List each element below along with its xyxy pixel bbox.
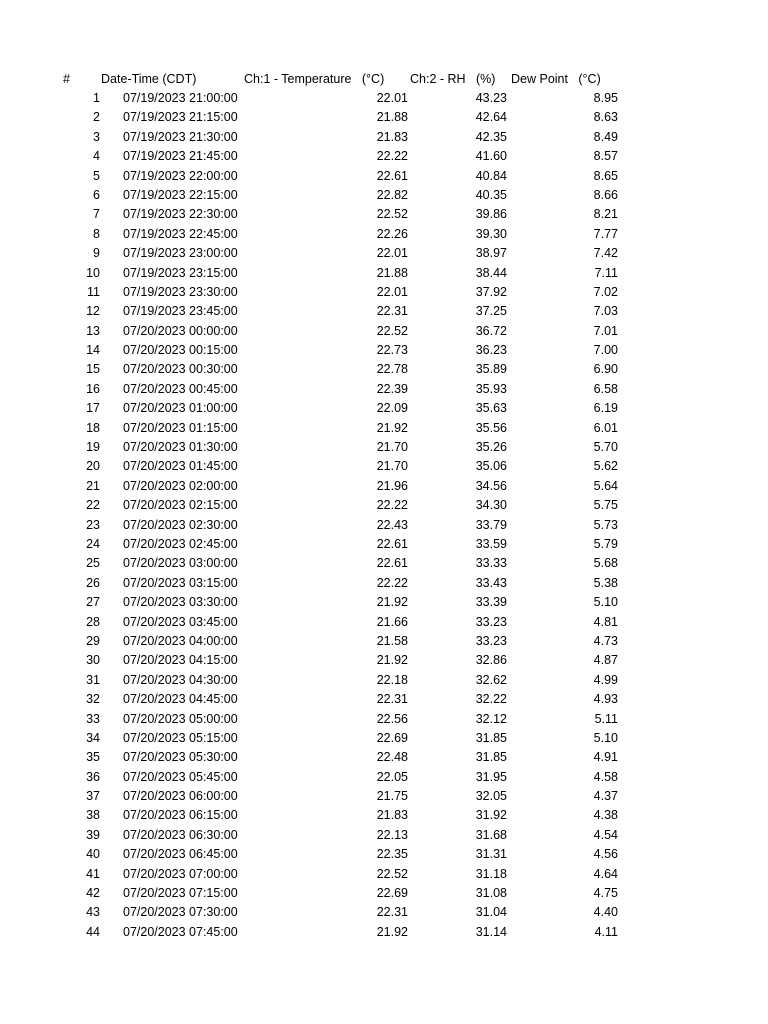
row-datetime: 07/20/2023 02:00:00 [123,478,238,493]
row-relative-humidity: 40.84 [475,168,507,183]
row-temperature: 22.31 [376,692,408,707]
row-temperature: 22.05 [376,769,408,784]
table-row [0,360,768,379]
row-datetime: 07/20/2023 02:30:00 [123,517,238,532]
row-index: 6 [93,187,100,202]
row-datetime: 07/20/2023 06:00:00 [123,789,238,804]
row-temperature: 21.66 [376,614,408,629]
row-index: 1 [93,91,100,105]
row-temperature: 22.39 [376,381,408,396]
row-datetime: 07/19/2023 22:15:00 [123,187,238,202]
row-index: 19 [86,440,100,455]
row-relative-humidity: 37.25 [475,304,507,319]
row-dew-point: 7.77 [593,226,618,241]
row-dew-point: 6.01 [593,420,618,435]
row-index: 37 [86,789,100,804]
row-datetime: 07/19/2023 22:45:00 [123,226,238,241]
row-relative-humidity: 39.30 [475,226,507,241]
row-datetime: 07/19/2023 23:00:00 [123,246,238,261]
row-datetime: 07/20/2023 04:15:00 [123,653,238,668]
row-relative-humidity: 39.86 [475,207,507,222]
row-index: 30 [86,653,100,668]
row-index: 20 [86,459,100,474]
row-dew-point: 4.56 [593,847,618,862]
row-datetime: 07/20/2023 06:45:00 [123,847,238,862]
row-relative-humidity: 37.92 [475,284,507,299]
row-temperature: 21.88 [376,110,408,125]
table-row [0,438,768,457]
row-index: 9 [93,246,100,261]
row-index: 18 [86,420,100,435]
table-row [0,865,768,884]
table-row [0,554,768,573]
row-relative-humidity: 33.23 [475,633,507,648]
row-temperature: 22.52 [376,323,408,338]
row-dew-point: 5.70 [593,440,618,455]
row-dew-point: 6.90 [593,362,618,377]
row-relative-humidity: 33.43 [475,575,507,590]
row-temperature: 22.61 [376,168,408,183]
row-dew-point: 7.02 [593,284,618,299]
row-dew-point: 4.37 [593,789,618,804]
row-relative-humidity: 34.56 [475,478,507,493]
row-dew-point: 4.40 [593,905,618,920]
row-index: 8 [93,226,100,241]
row-index: 42 [86,886,100,901]
row-temperature: 22.52 [376,207,408,222]
row-dew-point: 4.64 [593,866,618,881]
row-index: 41 [86,866,100,881]
row-dew-point: 4.75 [593,886,618,901]
row-dew-point: 5.75 [593,498,618,513]
row-relative-humidity: 33.79 [475,517,507,532]
row-datetime: 07/19/2023 23:45:00 [123,304,238,319]
table-row [0,186,768,205]
table-row [0,903,768,922]
row-temperature: 22.61 [376,556,408,571]
row-datetime: 07/20/2023 07:00:00 [123,866,238,881]
row-index: 10 [86,265,100,280]
row-datetime: 07/20/2023 02:45:00 [123,536,238,551]
row-datetime: 07/20/2023 05:15:00 [123,730,238,745]
row-temperature: 22.73 [376,343,408,358]
row-dew-point: 6.58 [593,381,618,396]
row-dew-point: 5.73 [593,517,618,532]
row-index: 22 [86,498,100,513]
row-index: 25 [86,556,100,571]
row-dew-point: 5.10 [593,730,618,745]
table-row [0,341,768,360]
row-relative-humidity: 38.97 [475,246,507,261]
header-row [0,70,768,88]
row-temperature: 21.70 [376,459,408,474]
row-relative-humidity: 31.85 [475,750,507,765]
row-temperature: 21.96 [376,478,408,493]
row-index: 16 [86,381,100,396]
header-relative-humidity: Ch:2 - RH (%) [410,72,496,86]
row-relative-humidity: 31.04 [475,905,507,920]
row-temperature: 22.22 [376,498,408,513]
row-datetime: 07/20/2023 05:00:00 [123,711,238,726]
row-index: 34 [86,730,100,745]
row-dew-point: 4.58 [593,769,618,784]
row-datetime: 07/20/2023 01:00:00 [123,401,238,416]
row-relative-humidity: 35.93 [475,381,507,396]
row-temperature: 22.48 [376,750,408,765]
row-relative-humidity: 36.23 [475,343,507,358]
row-relative-humidity: 31.08 [475,886,507,901]
table-row [0,283,768,302]
row-index: 3 [93,129,100,144]
table-row [0,671,768,690]
table-row [0,205,768,224]
row-datetime: 07/19/2023 22:30:00 [123,207,238,222]
row-dew-point: 6.19 [593,401,618,416]
row-datetime: 07/20/2023 07:30:00 [123,905,238,920]
row-temperature: 21.83 [376,129,408,144]
table-row [0,651,768,670]
table-row [0,89,768,108]
table-row [0,322,768,341]
row-index: 13 [86,323,100,338]
table-row [0,787,768,806]
row-index: 43 [86,905,100,920]
row-dew-point: 5.10 [593,595,618,610]
row-relative-humidity: 42.35 [475,129,507,144]
table-row [0,729,768,748]
row-relative-humidity: 31.85 [475,730,507,745]
row-datetime: 07/20/2023 03:00:00 [123,556,238,571]
header-temperature: Ch:1 - Temperature (°C) [244,72,385,86]
row-index: 28 [86,614,100,629]
table-row [0,574,768,593]
table-row [0,108,768,127]
row-temperature: 21.92 [376,653,408,668]
row-index: 24 [86,536,100,551]
row-datetime: 07/19/2023 23:30:00 [123,284,238,299]
table-row [0,710,768,729]
row-temperature: 21.83 [376,808,408,823]
row-temperature: 22.09 [376,401,408,416]
table-row [0,806,768,825]
row-datetime: 07/19/2023 23:15:00 [123,265,238,280]
row-relative-humidity: 38.44 [475,265,507,280]
row-temperature: 21.92 [376,595,408,610]
row-relative-humidity: 31.68 [475,827,507,842]
row-index: 29 [86,633,100,648]
table-row [0,128,768,147]
row-dew-point: 5.68 [593,556,618,571]
row-dew-point: 7.42 [593,246,618,261]
row-datetime: 07/20/2023 00:45:00 [123,381,238,396]
row-datetime: 07/20/2023 06:30:00 [123,827,238,842]
row-dew-point: 4.99 [593,672,618,687]
row-dew-point: 8.63 [593,110,618,125]
row-dew-point: 5.38 [593,575,618,590]
row-temperature: 22.56 [376,711,408,726]
table-row [0,477,768,496]
header-index: # [63,72,70,86]
row-datetime: 07/20/2023 00:15:00 [123,343,238,358]
row-relative-humidity: 32.62 [475,672,507,687]
row-temperature: 22.01 [376,91,408,105]
row-relative-humidity: 33.39 [475,595,507,610]
row-temperature: 22.18 [376,672,408,687]
row-dew-point: 8.21 [593,207,618,222]
row-dew-point: 4.87 [593,653,618,668]
row-datetime: 07/20/2023 01:15:00 [123,420,238,435]
row-relative-humidity: 33.59 [475,536,507,551]
row-index: 12 [86,304,100,319]
table-row [0,923,768,942]
row-temperature: 21.70 [376,440,408,455]
table-row [0,147,768,166]
row-temperature: 21.58 [376,633,408,648]
row-relative-humidity: 31.95 [475,769,507,784]
table-row [0,632,768,651]
row-temperature: 22.13 [376,827,408,842]
row-dew-point: 5.11 [594,711,618,726]
row-datetime: 07/20/2023 00:00:00 [123,323,238,338]
row-relative-humidity: 42.64 [475,110,507,125]
table-row [0,380,768,399]
row-temperature: 22.43 [376,517,408,532]
row-temperature: 22.52 [376,866,408,881]
row-relative-humidity: 41.60 [475,149,507,164]
row-datetime: 07/19/2023 21:45:00 [123,149,238,164]
row-datetime: 07/20/2023 05:45:00 [123,769,238,784]
row-datetime: 07/20/2023 01:30:00 [123,440,238,455]
row-index: 2 [93,110,100,125]
row-index: 5 [93,168,100,183]
table-row [0,593,768,612]
table-row [0,496,768,515]
row-datetime: 07/20/2023 05:30:00 [123,750,238,765]
row-dew-point: 7.03 [593,304,618,319]
row-datetime: 07/19/2023 22:00:00 [123,168,238,183]
row-datetime: 07/19/2023 21:15:00 [123,110,238,125]
table-row [0,264,768,283]
row-dew-point: 8.65 [593,168,618,183]
row-temperature: 22.01 [376,246,408,261]
table-row [0,302,768,321]
row-temperature: 22.82 [376,187,408,202]
row-datetime: 07/20/2023 07:45:00 [123,924,238,939]
row-datetime: 07/20/2023 04:00:00 [123,633,238,648]
row-temperature: 22.69 [376,730,408,745]
row-datetime: 07/20/2023 01:45:00 [123,459,238,474]
row-temperature: 22.31 [376,304,408,319]
row-dew-point: 4.93 [593,692,618,707]
row-dew-point: 4.81 [593,614,618,629]
table-row [0,826,768,845]
row-index: 32 [86,692,100,707]
row-index: 36 [86,769,100,784]
row-dew-point: 7.11 [594,265,618,280]
row-relative-humidity: 33.33 [475,556,507,571]
row-datetime: 07/20/2023 02:15:00 [123,498,238,513]
row-dew-point: 5.62 [593,459,618,474]
row-relative-humidity: 31.14 [475,924,507,939]
row-index: 21 [86,478,100,493]
row-index: 44 [86,924,100,939]
row-relative-humidity: 32.86 [475,653,507,668]
row-datetime: 07/20/2023 03:30:00 [123,595,238,610]
table-row [0,457,768,476]
row-relative-humidity: 32.12 [475,711,507,726]
row-temperature: 22.61 [376,536,408,551]
row-index: 4 [93,149,100,164]
row-dew-point: 4.11 [594,924,618,939]
table-row [0,167,768,186]
row-index: 14 [86,343,100,358]
row-relative-humidity: 36.72 [475,323,507,338]
data-rows [0,89,768,942]
row-index: 15 [86,362,100,377]
table-row [0,419,768,438]
row-dew-point: 7.01 [593,323,618,338]
table-row [0,244,768,263]
row-dew-point: 5.79 [593,536,618,551]
row-index: 7 [93,207,100,222]
table-row [0,768,768,787]
row-temperature: 21.92 [376,420,408,435]
header-dew-point: Dew Point (°C) [511,72,601,86]
row-dew-point: 8.49 [593,129,618,144]
row-datetime: 07/20/2023 03:45:00 [123,614,238,629]
row-relative-humidity: 40.35 [475,187,507,202]
row-index: 35 [86,750,100,765]
row-relative-humidity: 32.22 [475,692,507,707]
row-relative-humidity: 35.26 [475,440,507,455]
row-temperature: 22.22 [376,149,408,164]
row-datetime: 07/20/2023 03:15:00 [123,575,238,590]
row-relative-humidity: 33.23 [475,614,507,629]
row-index: 27 [86,595,100,610]
row-dew-point: 5.64 [593,478,618,493]
row-relative-humidity: 35.89 [475,362,507,377]
row-index: 39 [86,827,100,842]
row-temperature: 21.88 [376,265,408,280]
row-dew-point: 4.38 [593,808,618,823]
row-index: 17 [86,401,100,416]
row-temperature: 22.78 [376,362,408,377]
row-dew-point: 8.57 [593,149,618,164]
row-relative-humidity: 34.30 [475,498,507,513]
row-index: 23 [86,517,100,532]
row-relative-humidity: 31.18 [475,866,507,881]
row-relative-humidity: 35.56 [475,420,507,435]
row-dew-point: 8.66 [593,187,618,202]
row-temperature: 21.92 [376,924,408,939]
row-relative-humidity: 35.63 [475,401,507,416]
table-row [0,225,768,244]
table-row [0,845,768,864]
table-row [0,748,768,767]
row-temperature: 22.26 [376,226,408,241]
row-dew-point: 4.91 [593,750,618,765]
row-dew-point: 4.73 [593,633,618,648]
table-row [0,690,768,709]
table-row [0,535,768,554]
row-temperature: 22.31 [376,905,408,920]
row-datetime: 07/20/2023 07:15:00 [123,886,238,901]
row-temperature: 22.69 [376,886,408,901]
row-temperature: 22.22 [376,575,408,590]
row-index: 26 [86,575,100,590]
row-relative-humidity: 43.23 [475,91,507,105]
row-index: 40 [86,847,100,862]
row-datetime: 07/20/2023 06:15:00 [123,808,238,823]
row-relative-humidity: 31.92 [475,808,507,823]
row-datetime: 07/19/2023 21:30:00 [123,129,238,144]
table-row [0,613,768,632]
row-temperature: 22.01 [376,284,408,299]
row-index: 31 [86,672,100,687]
row-index: 38 [86,808,100,823]
row-dew-point: 7.00 [593,343,618,358]
row-index: 11 [87,284,100,299]
row-datetime: 07/20/2023 00:30:00 [123,362,238,377]
row-relative-humidity: 32.05 [475,789,507,804]
row-relative-humidity: 35.06 [475,459,507,474]
row-datetime: 07/20/2023 04:30:00 [123,672,238,687]
header-datetime: Date-Time (CDT) [101,72,197,86]
row-datetime: 07/19/2023 21:00:00 [123,91,238,105]
row-index: 33 [86,711,100,726]
table-row [0,516,768,535]
row-datetime: 07/20/2023 04:45:00 [123,692,238,707]
row-temperature: 22.35 [376,847,408,862]
row-dew-point: 4.54 [593,827,618,842]
table-row [0,399,768,418]
row-relative-humidity: 31.31 [475,847,507,862]
table-row [0,884,768,903]
row-temperature: 21.75 [376,789,408,804]
row-dew-point: 8.95 [593,91,618,105]
